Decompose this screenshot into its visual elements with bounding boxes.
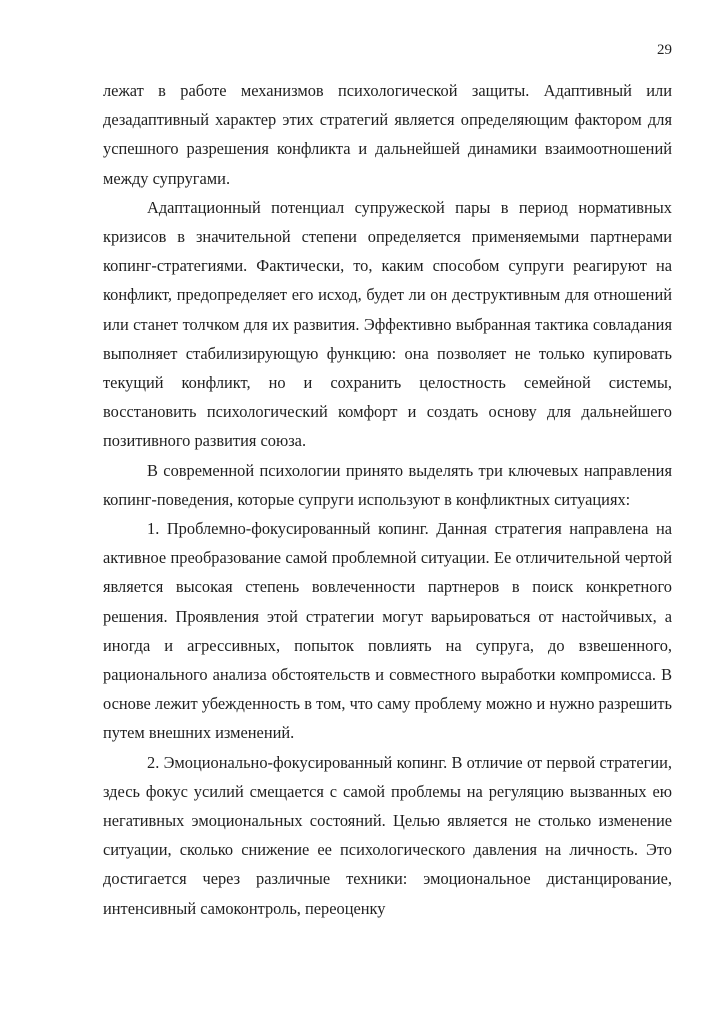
- paragraph-continuation: лежат в работе механизмов психологической защиты. Адаптивный или дезадаптивный характер этих стратегий является определяющим фактором для успешного разрешения конфликта и дальнейшей динамики взаимоотношений между супругами.: [103, 81, 672, 188]
- paragraph-coping-directions: В современной психологии принято выделять три ключевых направления копинг-поведения, которые супруги используют в конфликтных ситуациях:: [103, 460, 672, 509]
- paragraph-adaptation-potential: Адаптационный потенциал супружеской пары в период нормативных кризисов в значительной степени определяется применяемыми партнерами копинг-стратегиями. Фактически, то, каким способом супруги реагируют на конфликт, предопределяет его исход, будет ли он деструктивным для отношений или станет толчком для их развития. Эффективно выбранная тактика совладания выполняет стабилизирующую функцию: она позволяет не только купировать текущий конфликт, но и сохранить целостность семейной системы, восстановить психологический комфорт и создать основу для дальнейшего позитивного развития союза.: [103, 197, 672, 451]
- page-body: [103, 76, 672, 923]
- paragraph-problem-focused-coping: 1. Проблемно-фокусированный копинг. Данная стратегия направлена на активное преобразование самой проблемной ситуации. Ее отличительной чертой является высокая степень вовлеченности партнеров в поиск конкретного решения. Проявления этой стратегии могут варьироваться от настойчивых, а иногда и агрессивных, попыток повлиять на супруга, до взвешенного, рационального анализа обстоятельств и совместного выработки компромисса. В основе лежит убежденность в том, что саму проблему можно и нужно разрешить путем внешних изменений.: [103, 519, 672, 743]
- paragraph-emotion-focused-coping: 2. Эмоционально-фокусированный копинг. В отличие от первой стратегии, здесь фокус усилий смещается с самой проблемы на регуляцию вызванных ею негативных эмоциональных состояний. Целью является не столько изменение ситуации, сколько снижение ее психологического давления на личность. Это достигается через различные техники: эмоциональное дистанцирование, интенсивный самоконтроль, переоценку: [103, 752, 672, 918]
- page-number: 29: [657, 42, 672, 58]
